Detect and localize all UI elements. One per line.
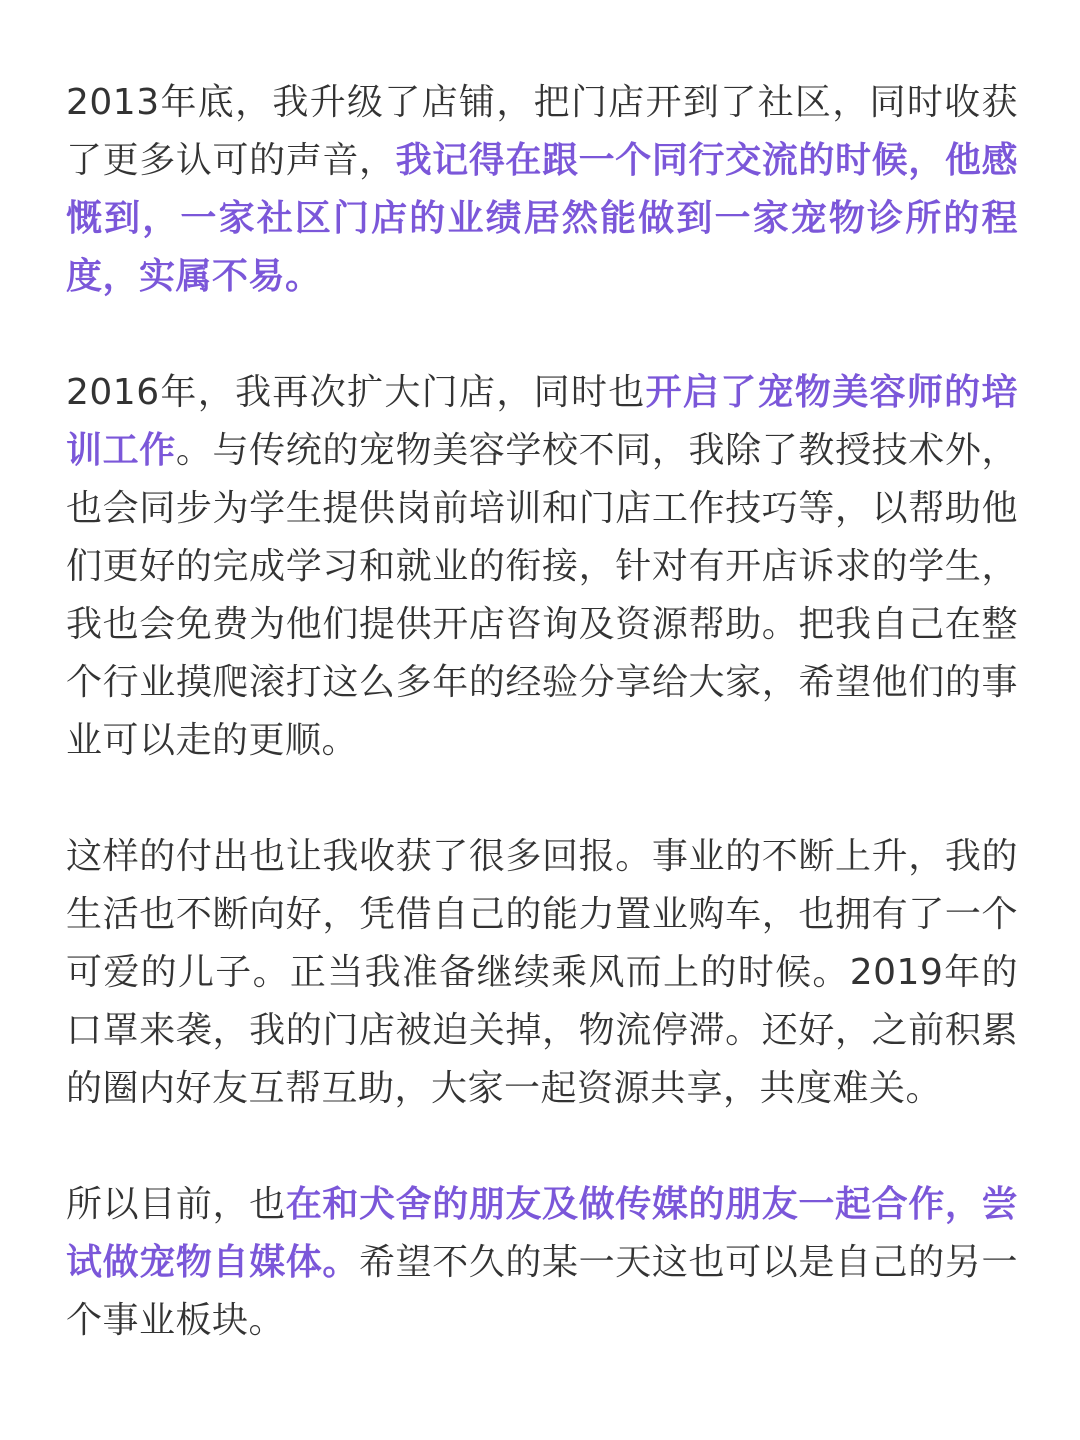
paragraph-1: [66, 74, 1018, 306]
paragraph-text: 。与传统的宠物美容学校不同，我除了教授技术外，也会同步为学生提供岗前培训和门店工作技巧等，以帮助他们更好的完成学习和就业的衔接，针对有开店诉求的学生，我也会免费为他们提供开店咨询及资源帮助。把我自己在整个行业摸爬滚打这么多年的经验分享给大家，希望他们的事业可以走的更顺。: [66, 430, 1018, 761]
paragraph-text: 2016年，我再次扩大门店，同时也: [66, 372, 646, 413]
paragraph-text: 2013年底，我升级了店铺，把门店开到了社区，同时收获了更多认可的声音，: [66, 82, 1018, 181]
paragraph-3: [66, 828, 1018, 1118]
highlighted-text: 开启了宠物美容师的培训工作: [66, 372, 1018, 471]
paragraph-2: [66, 364, 1018, 770]
paragraph-text: 希望不久的某一天这也可以是自己的另一个事业板块。: [66, 1242, 1018, 1341]
paragraph-4: [66, 1176, 1018, 1350]
article-body: [66, 74, 1018, 1350]
highlighted-text: 在和犬舍的朋友及做传媒的朋友一起合作，尝试做宠物自媒体。: [66, 1184, 1018, 1283]
paragraph-text: 所以目前，也: [66, 1184, 286, 1225]
paragraph-text: 这样的付出也让我收获了很多回报。事业的不断上升，我的生活也不断向好，凭借自己的能力置业购车，也拥有了一个可爱的儿子。正当我准备继续乘风而上的时候。2019年的口罩来袭，我的门店被迫关掉，物流停滞。还好，之前积累的圈内好友互帮互助，大家一起资源共享，共度难关。: [66, 836, 1018, 1109]
highlighted-text: 我记得在跟一个同行交流的时候，他感慨到，一家社区门店的业绩居然能做到一家宠物诊所的程度，实属不易。: [66, 140, 1018, 297]
